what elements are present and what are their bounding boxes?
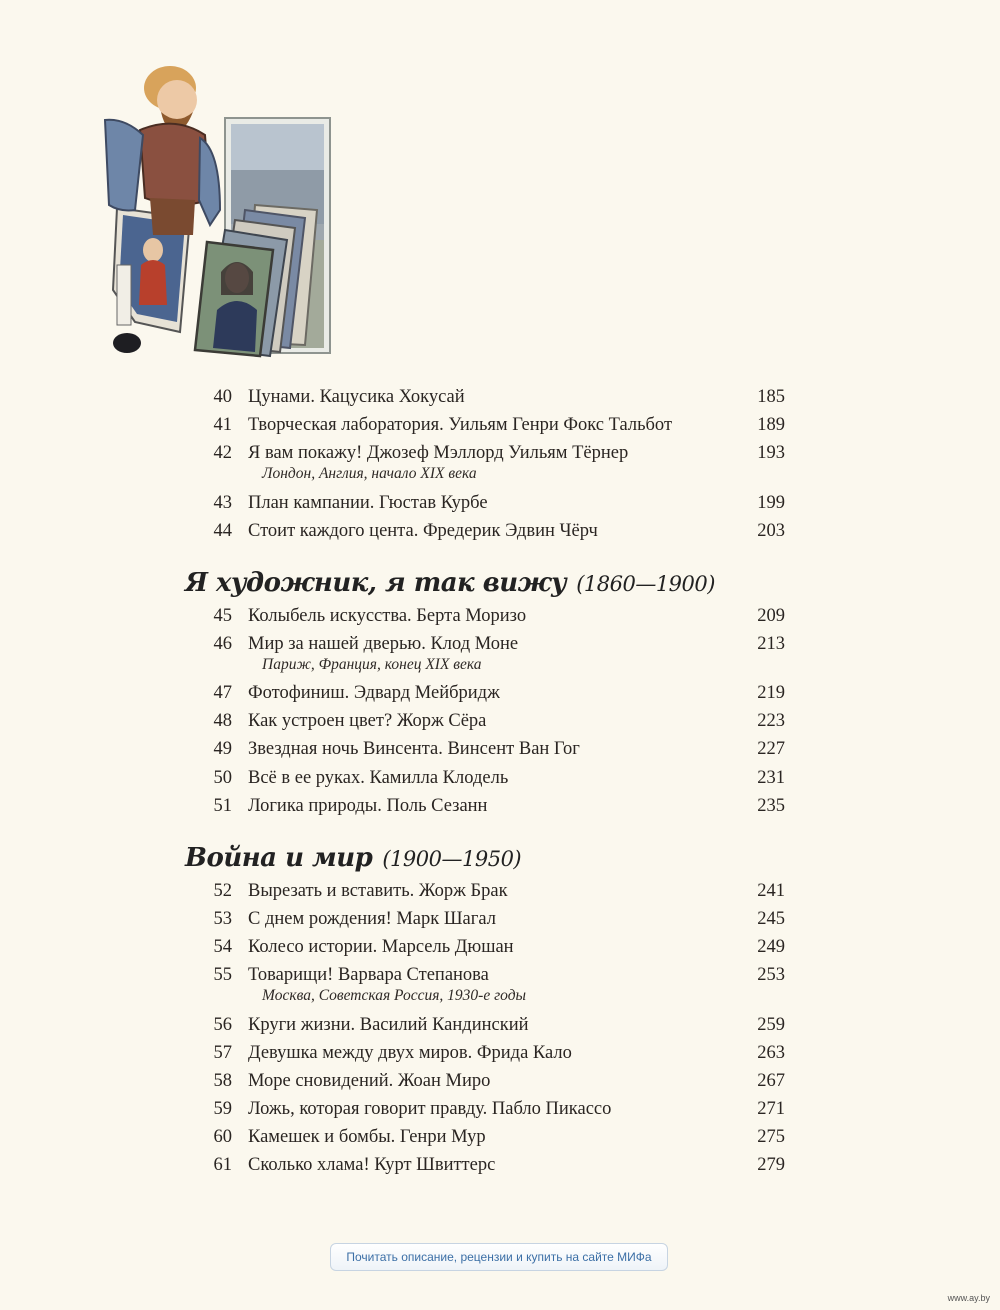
section-heading [185,568,715,598]
painter-with-canvases-illustration [95,60,415,380]
entry-title: Всё в ее руках. Камилла Клодель [248,768,509,788]
entry-number: 47 [213,683,232,703]
entry-page: 245 [757,909,785,929]
entry-page: 253 [757,965,785,985]
entry-page: 235 [757,796,785,816]
entry-page: 227 [757,739,785,759]
entry-title: Мир за нашей дверью. Клод Моне [248,634,519,654]
entry-title: Колесо истории. Марсель Дюшан [248,937,514,957]
entry-page: 267 [757,1071,785,1091]
entry-number: 52 [213,881,232,901]
entry-number: 48 [213,711,232,731]
entry-number: 60 [213,1127,232,1147]
entry-number: 58 [213,1071,232,1091]
entry-title: Цунами. Кацусика Хокусай [248,387,465,407]
entry-title: Стоит каждого цента. Фредерик Эдвин Чёрч [248,521,598,541]
entry-number: 59 [213,1099,232,1119]
entry-number: 57 [213,1043,232,1063]
section-heading-title: Война и мир [185,843,373,873]
entry-title: Товарищи! Варвара Степанова [248,965,489,985]
entry-number: 61 [213,1155,232,1175]
entry-title: Как устроен цвет? Жорж Сёра [248,711,487,731]
entry-page: 231 [757,768,785,788]
entry-number: 50 [213,768,232,788]
entry-page: 189 [757,415,785,435]
entry-number: 44 [213,521,232,541]
entry-page: 213 [757,634,785,654]
entry-page: 279 [757,1155,785,1175]
entry-subtitle: Москва, Советская Россия, 1930-е годы [262,987,527,1004]
entry-page: 185 [757,387,785,407]
section-heading-years: (1900—1950) [382,847,522,871]
entry-page: 223 [757,711,785,731]
entry-page: 271 [757,1099,785,1119]
entry-number: 54 [213,937,232,957]
entry-title: Море сновидений. Жоан Миро [248,1071,491,1091]
entry-page: 263 [757,1043,785,1063]
entry-title: Колыбель искусства. Берта Моризо [248,606,527,626]
section-heading [185,843,521,873]
entry-number: 46 [213,634,232,654]
entry-number: 43 [213,493,232,513]
entry-page: 203 [757,521,785,541]
entry-title: Сколько хлама! Курт Швиттерс [248,1155,496,1175]
entry-title: Звездная ночь Винсента. Винсент Ван Гог [248,739,580,759]
entry-page: 259 [757,1015,785,1035]
entry-number: 56 [213,1015,232,1035]
entry-number: 51 [213,796,232,816]
entry-page: 249 [757,937,785,957]
entry-page: 219 [757,683,785,703]
entry-number: 55 [213,965,232,985]
entry-title: Девушка между двух миров. Фрида Кало [248,1043,572,1063]
entry-title: Вырезать и вставить. Жорж Брак [248,881,508,901]
entry-title: Творческая лаборатория. Уильям Генри Фокс Тальбот [248,415,673,435]
entry-title: Ложь, которая говорит правду. Пабло Пикассо [248,1099,612,1119]
entry-number: 53 [213,909,232,929]
entry-subtitle: Лондон, Англия, начало XIX века [262,465,477,482]
entry-title: Круги жизни. Василий Кандинский [248,1015,529,1035]
entry-number: 41 [213,415,232,435]
entry-page: 209 [757,606,785,626]
buy-on-mif-link[interactable]: Почитать описание, рецензии и купить на сайте МИФа [330,1243,668,1271]
portrait-canvas [195,242,273,356]
entry-page: 199 [757,493,785,513]
section-heading-title: Я художник, я так вижу [185,568,567,598]
entry-page: 275 [757,1127,785,1147]
entry-title: Логика природы. Поль Сезанн [248,796,488,816]
entry-number: 49 [213,739,232,759]
entry-title: С днем рождения! Марк Шагал [248,909,496,929]
entry-page: 193 [757,443,785,463]
entry-number: 42 [213,443,232,463]
entry-title: План кампании. Гюстав Курбе [248,493,488,513]
site-watermark: www.ay.by [947,1293,990,1303]
entry-page: 241 [757,881,785,901]
entry-title: Фотофиниш. Эдвард Мейбридж [248,683,500,703]
entry-title: Камешек и бомбы. Генри Мур [248,1127,486,1147]
section-heading-years: (1860—1900) [576,572,715,596]
entry-number: 45 [213,606,232,626]
entry-subtitle: Париж, Франция, конец XIX века [262,656,482,673]
entry-number: 40 [213,387,232,407]
entry-title: Я вам покажу! Джозеф Мэллорд Уильям Тёрнер [248,443,629,463]
